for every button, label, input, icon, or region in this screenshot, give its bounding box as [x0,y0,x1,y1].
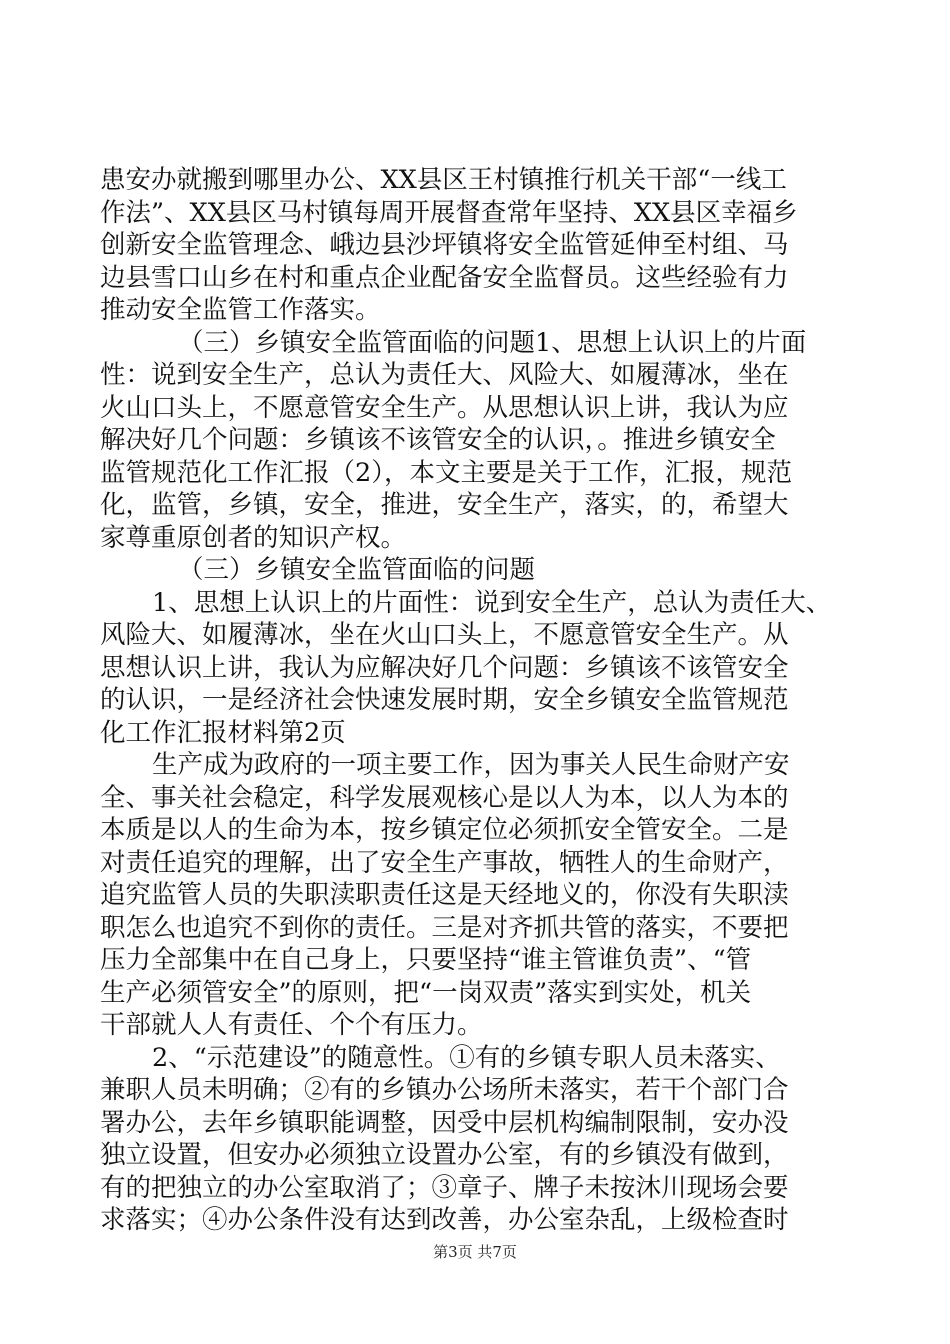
text-line: （三）乡镇安全监管面临的问题1、思想上认识上的片面 [178,327,807,358]
text-line: 监管规范化工作汇报（2），本文主要是关于工作，汇报，规范 [100,457,792,488]
text-line: 家尊重原创者的知识产权。 [100,522,407,553]
text-line: 性：说到安全生产，总认为责任大、风险大、如履薄冰，坐在 [100,360,789,390]
text-line: 火山口头上，不愿意管安全生产。从思想认识上讲，我认为应 [100,392,789,423]
text-line: 的认识，一是经济社会快速发展时期，安全乡镇安全监管规范 [100,685,789,715]
text-line: 全、事关社会稳定，科学发展观核心是以人为本，以人为本的 [100,782,789,813]
text-line: 追究监管人员的失职渎职责任这是天经地义的，你没有失职渎 [100,880,789,910]
text-line: 思想认识上讲，我认为应解决好几个问题：乡镇该不该管安全 [100,652,789,683]
text-line: 压力全部集中在自己身上，只要坚持“谁主管谁负责”、“管 [100,945,752,975]
text-line: 独立设置，但安办必须独立设置办公室，有的乡镇没有做到， [100,1140,789,1170]
text-line: 化，监管，乡镇，安全，推进，安全生产，落实，的，希望大 [100,490,789,520]
text-line: 创新安全监管理念、峨边县沙坪镇将安全监管延伸至村组、马 [100,230,789,260]
text-line: 风险大、如履薄冰，坐在火山口头上，不愿意管安全生产。从 [100,620,789,650]
text-line: 干部就人人有责任、个个有压力。 [100,1010,483,1040]
text-line: 边县雪口山乡在村和重点企业配备安全监督员。这些经验有力 [100,262,789,293]
text-line: 患安办就搬到哪里办公、XX县区王村镇推行机关干部“一线工 [100,165,787,195]
text-line: 生产必须管安全”的原则，把“一岗双责”落实到实处，机关 [100,977,752,1008]
text-line: 有的把独立的办公室取消了；③章子、牌子未按沐川现场会要 [100,1172,789,1203]
text-line: 对责任追究的理解，出了安全生产事故，牺牲人的生命财产， [100,847,789,878]
text-line: 本质是以人的生命为本，按乡镇定位必须抓安全管安全。二是 [100,815,789,845]
text-line: 2、“示范建设”的随意性。①有的乡镇专职人员未落实、 [152,1042,781,1073]
text-line: 署办公，去年乡镇职能调整，因受中层机构编制限制，安办没 [100,1107,789,1138]
page-footer: 第3页 共7页 [433,1243,517,1261]
text-line: 作法”、XX县区马村镇每周开展督查常年坚持、XX县区幸福乡 [100,197,798,228]
text-line: 求落实；④办公条件没有达到改善，办公室杂乱，上级检查时 [100,1205,789,1235]
text-line: 解决好几个问题：乡镇该不该管安全的认识，。推进乡镇安全 [100,425,776,455]
text-line: 兼职人员未明确；②有的乡镇办公场所未落实，若干个部门合 [100,1075,789,1105]
text-line: 推动安全监管工作落实。 [100,295,381,325]
text-line: 化工作汇报材料第2页 [100,717,346,748]
text-line: （三）乡镇安全监管面临的问题 [178,555,536,585]
body-text [100,164,860,1237]
text-line: 1、思想上认识上的片面性：说到安全生产，总认为责任大、 [152,587,832,618]
text-line: 生产成为政府的一项主要工作，因为事关人民生命财产安 [152,750,790,780]
text-line: 职怎么也追究不到你的责任。三是对齐抓共管的落实，不要把 [100,912,789,943]
